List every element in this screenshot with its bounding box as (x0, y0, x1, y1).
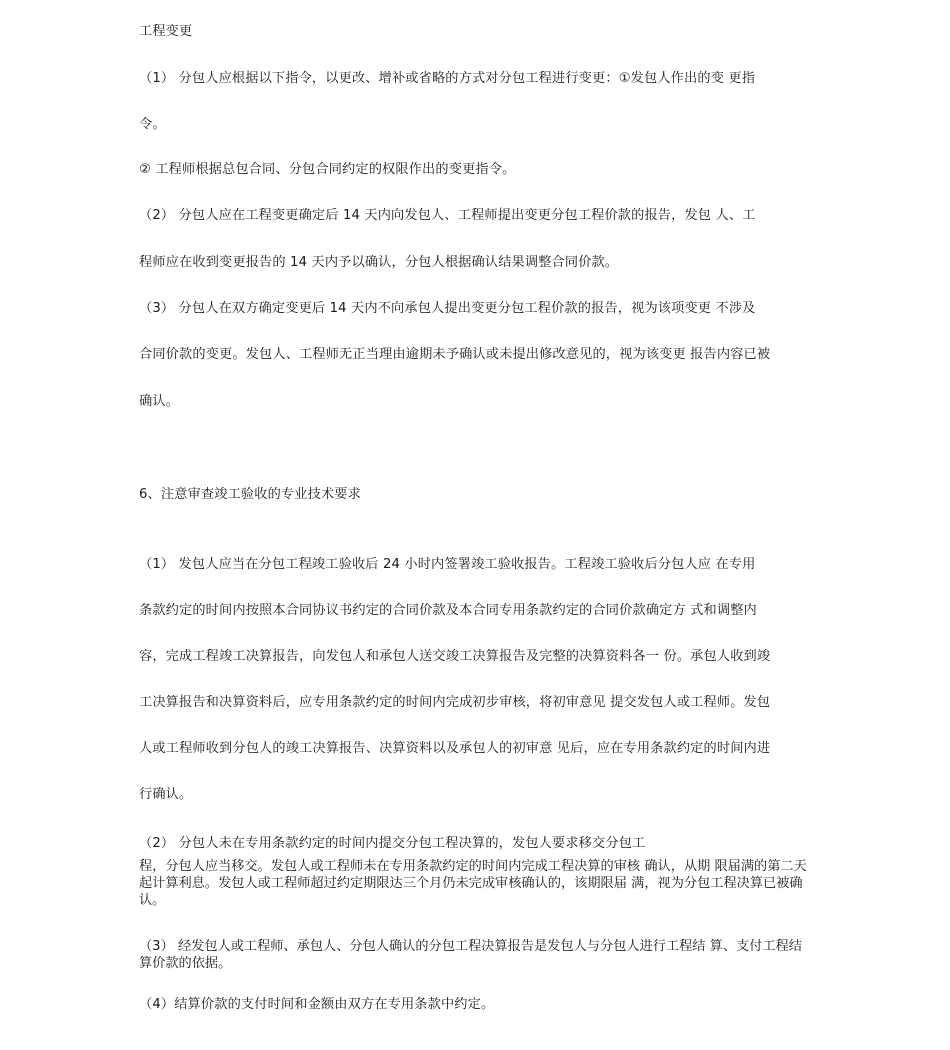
acceptance-item3-paragraph: （3） 经发包人或工程师、承包人、分包人确认的分包工程决算报告是发包人与分包人进行工程结 算、支付工程结算价款的依据。 (139, 939, 802, 971)
variation-item3-line1: （3） 分包人在双方确定变更后 14 天内不向承包人提出变更分包工程价款的报告，视为该项变更 不涉及 (139, 301, 756, 316)
acceptance-item4-line1: （4）结算价款的支付时间和金额由双方在专用条款中约定。 (139, 997, 495, 1012)
variation-item1-line3: ② 工程师根据总包合同、分包合同约定的权限作出的变更指令。 (139, 162, 516, 177)
section6-title: 6、注意审查竣工验收的专业技术要求 (139, 487, 361, 502)
acceptance-item1-line1: （1） 发包人应当在分包工程竣工验收后 24 小时内签署竣工验收报告。工程竣工验收后分包人应 在专用 (139, 557, 756, 572)
acceptance-item2-paragraph: 程，分包人应当移交。发包人或工程师未在专用条款约定的时间内完成工程决算的审核 确认，从期 限届满的第二天起计算利息。发包人或工程师超过约定期限达三个月仍未完成审核确认的，该期限届 满，视为分包工程决算已被确认。 (139, 859, 807, 908)
variation-item2-line2: 程师应在收到变更报告的 14 天内予以确认，分包人根据确认结果调整合同价款。 (139, 255, 619, 270)
acceptance-item1-line6: 行确认。 (139, 787, 193, 802)
variation-item1-line2: 令。 (139, 117, 166, 132)
acceptance-item1-line3: 容，完成工程竣工决算报告，向发包人和承包人送交竣工决算报告及完整的决算资料各一 份。承包人收到竣 (139, 649, 771, 664)
acceptance-item1-line5: 人或工程师收到分包人的竣工决算报告、决算资料以及承包人的初审意 见后，应在专用条款约定的时间内进 (139, 741, 771, 756)
variation-item2-line1: （2） 分包人应在工程变更确定后 14 天内向发包人、工程师提出变更分包工程价款的报告，发包 人、工 (139, 208, 756, 223)
variation-item3-line2: 合同价款的变更。发包人、工程师无正当理由逾期未予确认或未提出修改意见的，视为该变更 报告内容已被 (139, 347, 771, 362)
variation-item1-line1: （1） 分包人应根据以下指令，以更改、增补或省略的方式对分包工程进行变更：①发包人作出的变 更指 (139, 71, 756, 86)
acceptance-item2-line1: （2） 分包人未在专用条款约定的时间内提交分包工程决算的，发包人要求移交分包工 (139, 836, 646, 851)
acceptance-item1-line2: 条款约定的时间内按照本合同协议书约定的合同价款及本合同专用条款约定的合同价款确定方 式和调整内 (139, 603, 757, 618)
variation-item3-line3: 确认。 (139, 394, 180, 409)
section-title: 工程变更 (139, 24, 193, 39)
acceptance-item1-line4: 工决算报告和决算资料后，应专用条款约定的时间内完成初步审核，将初审意见 提交发包人或工程师。发包 (139, 695, 771, 710)
